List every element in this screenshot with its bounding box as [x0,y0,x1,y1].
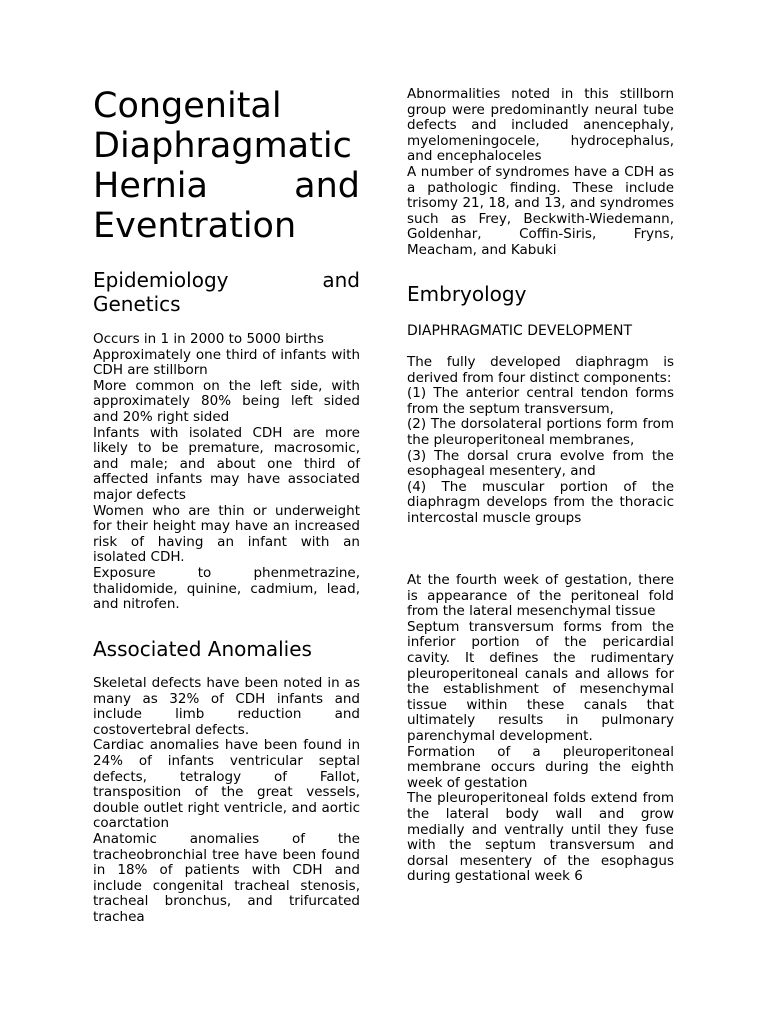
paragraph: Occurs in 1 in 2000 to 5000 births [93,331,324,347]
paragraph: Formation of a pleuroperitoneal membrane occurs during the eighth week of gestation [407,743,674,791]
paragraph: The pleuroperitoneal folds extend from the lateral body wall and grow medially and ventrally until they fuse with the septum transversum and dorsal mesentery of the esophagus during gestational week 6 [407,790,674,885]
paragraph: (2) The dorsolateral portions form from the pleuroperitoneal membranes, [407,416,674,448]
embryology-heading: Embryology [407,282,527,306]
paragraph: Septum transversum forms from the inferior portion of the pericardial cavity. It defines the rudimentary pleuroperitoneal canals and allows for the establishment of mesenchymal tissue within these canals that ultimately results in pulmonary parenchymal development. [407,618,674,744]
epidemiology-heading: Epidemiology and Genetics [93,268,360,316]
paragraph: (3) The dorsal crura evolve from the esophageal mesentery, and [407,447,674,480]
syndromes-body [407,87,674,259]
epidemiology-body [93,332,360,613]
paragraph: (4) The muscular portion of the diaphragm develops from the thoracic intercostal muscle groups [407,478,674,526]
paragraph: Approximately one third of infants with CDH are stillborn [93,346,360,379]
paragraph: The fully developed diaphragm is derived from four distinct components: [407,354,674,386]
paragraph: A number of syndromes have a CDH as a pathologic finding. These include trisomy 21, 18, and 13, and syndromes such as Frey, Beckwith-Wiedemann, Goldenhar, Coffin-Siris, Fryns, Meacham, and Kabuki [407,163,674,258]
components-body [407,355,674,527]
paragraph: Infants with isolated CDH are more likely to be premature, macrosomic, and male; and about one third of affected infants may have associated major defects [93,424,360,503]
document-title: Congenital Diaphragmatic Hernia and Eventration [93,86,360,246]
paragraph: Cardiac anomalies have been found in 24% of infants ventricular septal defects, tetralogy of Fallot, transposition of the great vessels, double outlet right ventricle, and aortic coarctation [93,737,360,832]
diaphragmatic-development-subheading: DIAPHRAGMATIC DEVELOPMENT [407,323,633,339]
paragraph: Women who are thin or underweight for their height may have an increased risk of having an infant with an isolated CDH. [93,502,360,566]
paragraph: Abnormalities noted in this stillborn group were predominantly neural tube defects and included anencephaly, myelomeningocele, hydrocephalus, and encephaloceles [407,86,674,165]
paragraph: At the fourth week of gestation, there is appearance of the peritoneal fold from the lateral mesenchymal tissue [407,572,674,620]
associated-anomalies-heading: Associated Anomalies [93,637,312,661]
paragraph: More common on the left side, with approximately 80% being left sided and 20% right sided [93,377,360,425]
paragraph: Skeletal defects have been noted in as many as 32% of CDH infants and include limb reduction and costovertebral defects. [93,675,360,738]
paragraph: (1) The anterior central tendon forms from the septum transversum, [407,385,674,417]
paragraph: Exposure to phenmetrazine, thalidomide, quinine, cadmium, lead, and nitrofen. [93,564,360,613]
paragraph: Anatomic anomalies of the tracheobronchial tree have been found in 18% of patients with CDH and include congenital tracheal stenosis, tracheal bronchus, and trifurcated trachea [93,830,360,925]
development-body [407,573,674,885]
associated-anomalies-body [93,676,360,926]
